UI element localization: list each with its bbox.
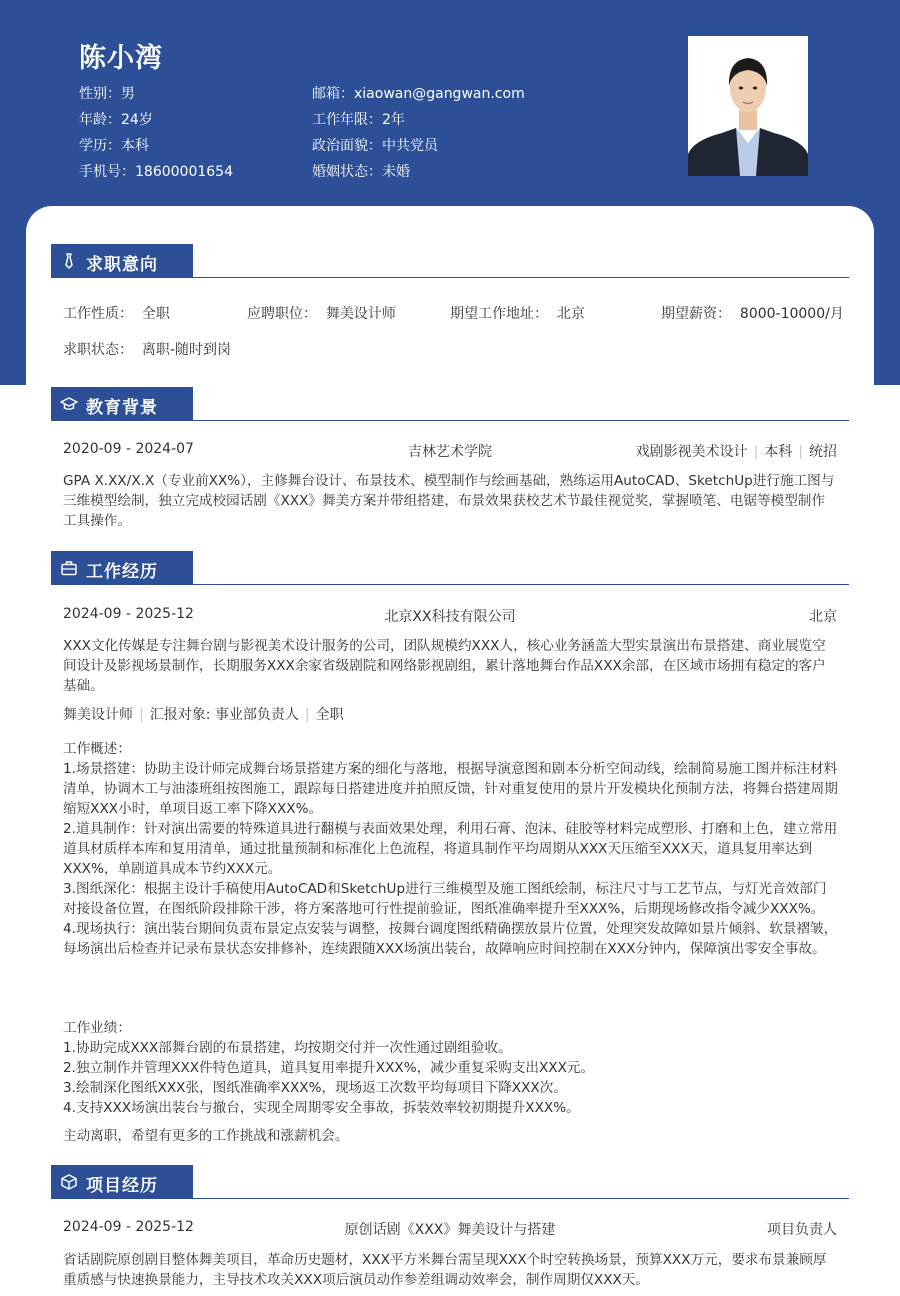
intent-worktype: 工作性质： 全职 (63, 306, 170, 322)
info-gender: 性别：男 (79, 86, 135, 102)
overview-item: 3.图纸深化：根据主设计手稿使用AutoCAD和SketchUp进行三维模型及施工图纸绘制，标注尺寸与工艺节点，与灯光音效部门对接设备位置，在图纸阶段排除干涉，将方案落地可行性提前验证，图纸准确率提升至XXX%，后期现场修改指令减少XXX%。 (63, 881, 827, 917)
work-overview: 工作概述： 1.场景搭建：协助主设计师完成舞台场景搭建方案的细化与落地，根据导演意图和剧本分析空间动线，绘制简易施工图并标注材料清单，协调木工与油漆班组按图施工，跟踪每日搭建进度并拍照反馈，针对重复使用的景片开发模块化预制方法，将舞台搭建周期缩短XXX小时，单项目返工率下降XXX%。 2.道具制作：针对演出需要的特殊道具进行翻模与表面效果处理，利用石膏、泡沫、硅胶等材料完成塑形、打磨和上色，建立常用道具材质样本库和复用清单，通过批量预制和标准化上色流程，将道具制作平均周期从XXX天压缩至XXX天，道具复用率达到XXX%，单剧道具成本节约XXX元。 3.图纸深化：根据主设计手稿使用AutoCAD和SketchUp进行三维模型及施工图纸绘制，标注尺寸与工艺节点，与灯光音效部门对接设备位置，在图纸阶段排除干涉，将方案落地可行性提前验证，图纸准确率提升至XXX%，后期现场修改指令减少XXX%。 4.现场执行：演出装台期间负责布景定点安装与调整，按舞台调度图纸精确摆放景片位置，处理突发故障如景片倾斜、软景褶皱，每场演出后检查并记录布景状态安排修补，连续跟随XXX场演出装台，故障响应时间控制在XXX分钟内，保障演出零安全事故。 (63, 741, 838, 957)
section-header-intent (51, 244, 849, 278)
achievement-item: 1.协助完成XXX部舞台剧的布景搭建，均按期交付并一次性通过剧组验收。 (63, 1040, 512, 1056)
overview-item: 2.道具制作：针对演出需要的特殊道具进行翻模与表面效果处理，利用石膏、泡沫、硅胶等材料完成塑形、打磨和上色，建立常用道具材质样本库和复用清单，通过批量预制和标准化上色流程，将道具制作平均周期从XXX天压缩至XXX天，道具复用率达到XXX%，单剧道具成本节约XXX元。 (63, 821, 838, 877)
section-title: 项目经历 (86, 1176, 158, 1196)
education-row (63, 441, 837, 461)
cube-icon (60, 1173, 78, 1191)
work-leave-reason: 主动离职，希望有更多的工作挑战和涨薪机会。 (63, 1128, 349, 1144)
education-major-info: 戏剧影视美术设计 | 本科 | 统招 (635, 444, 837, 460)
intent-status: 求职状态： 离职-随时到岗 (63, 342, 231, 358)
education-period: 2020-09 - 2024-07 (63, 441, 194, 457)
info-age: 年龄：24岁 (79, 112, 153, 128)
candidate-name: 陈小湾 (79, 43, 163, 74)
info-education: 学历：本科 (79, 138, 149, 154)
portrait-icon (688, 36, 808, 176)
work-period: 2024-09 - 2025-12 (63, 606, 194, 622)
education-description: GPA X.XX/X.X（专业前XX%），主修舞台设计、布景技术、模型制作与绘画基础，熟练运用AutoCAD、SketchUp进行施工图与三维模型绘制，独立完成校园话剧《XXX》舞美方案并带组搭建，布景效果获校艺术节最佳视觉奖，掌握喷笔、电锯等模型制作工具操作。 (63, 473, 835, 529)
section-title: 工作经历 (86, 562, 158, 582)
project-role: 项目负责人 (767, 1222, 837, 1238)
project-period: 2024-09 - 2025-12 (63, 1219, 194, 1235)
info-marital: 婚姻状态：未婚 (312, 164, 410, 180)
intent-location: 期望工作地址： 北京 (450, 306, 585, 322)
achievement-item: 4.支持XXX场演出装台与撤台，实现全周期零安全事故，拆装效率较初期提升XXX%。 (63, 1100, 580, 1116)
info-email: 邮箱：xiaowan@gangwan.com (312, 86, 525, 102)
profile-photo (688, 36, 808, 176)
project-description: 省话剧院原创剧目整体舞美项目，革命历史题材，XXX平方米舞台需呈现XXX个时空转换场景，预算XXX万元，要求布景兼顾厚重质感与快速换景能力，主导技术攻关XXX项后演员动作参差组调动效率会，制作周期仅XXX天。 (63, 1252, 827, 1288)
work-company: 北京XX科技有限公司 (384, 609, 516, 625)
project-name: 原创话剧《XXX》舞美设计与搭建 (344, 1222, 556, 1238)
education-school: 吉林艺术学院 (408, 444, 492, 460)
section-header-education (51, 387, 849, 421)
achievement-item: 3.绘制深化图纸XXX张，图纸准确率XXX%，现场返工次数平均每项目下降XXX次。 (63, 1080, 567, 1096)
section-header-project (51, 1165, 849, 1199)
graduation-cap-icon (60, 395, 78, 413)
work-company-description: XXX文化传媒是专注舞台剧与影视美术设计服务的公司，团队规模约XXX人，核心业务涵盖大型实景演出布景搭建、商业展览空间设计及影视场景制作，长期服务XXX余家省级剧院和网络影视剧组，累计落地舞台作品XXX余部，在区域市场拥有稳定的客户基础。 (63, 638, 826, 694)
achievement-item: 2.独立制作并管理XXX件特色道具，道具复用率提升XXX%，减少重复采购支出XXX元。 (63, 1060, 595, 1076)
section-title: 求职意向 (86, 255, 158, 275)
briefcase-icon (60, 559, 78, 577)
overview-item: 1.场景搭建：协助主设计师完成舞台场景搭建方案的细化与落地，根据导演意图和剧本分析空间动线，绘制简易施工图并标注材料清单，协调木工与油漆班组按图施工，跟踪每日搭建进度并拍照反馈，针对重复使用的景片开发模块化预制方法，将舞台搭建周期缩短XXX小时，单项目返工率下降XXX%。 (63, 761, 838, 817)
project-row (63, 1219, 837, 1239)
work-row (63, 606, 837, 626)
overview-item: 4.现场执行：演出装台期间负责布景定点安装与调整，按舞台调度图纸精确摆放景片位置，处理突发故障如景片倾斜、软景褶皱，每场演出后检查并记录布景状态安排修补，连续跟随XXX场演出装台，故障响应时间控制在XXX分钟内，保障演出零安全事故。 (63, 921, 838, 957)
intent-position: 应聘职位： 舞美设计师 (247, 306, 396, 322)
section-header-work (51, 551, 849, 585)
info-work-years: 工作年限：2年 (312, 112, 405, 128)
work-city: 北京 (809, 609, 837, 625)
tie-icon (60, 252, 78, 270)
work-role-info: 舞美设计师 | 汇报对象: 事业部负责人 | 全职 (63, 707, 344, 723)
info-phone: 手机号：18600001654 (79, 164, 233, 180)
intent-salary: 期望薪资： 8000-10000/月 (661, 306, 844, 322)
info-political: 政治面貌：中共党员 (312, 138, 438, 154)
work-achievements: 工作业绩： 1.协助完成XXX部舞台剧的布景搭建，均按期交付并一次性通过剧组验收。 2.独立制作并管理XXX件特色道具，道具复用率提升XXX%，减少重复采购支出XXX元。 3.绘制深化图纸XXX张，图纸准确率XXX%，现场返工次数平均每项目下降XXX次。 4.支持XXX场演出装台与撤台，实现全周期零安全事故，拆装效率较初期提升XXX%。 (63, 1018, 838, 1118)
section-title: 教育背景 (86, 398, 158, 418)
